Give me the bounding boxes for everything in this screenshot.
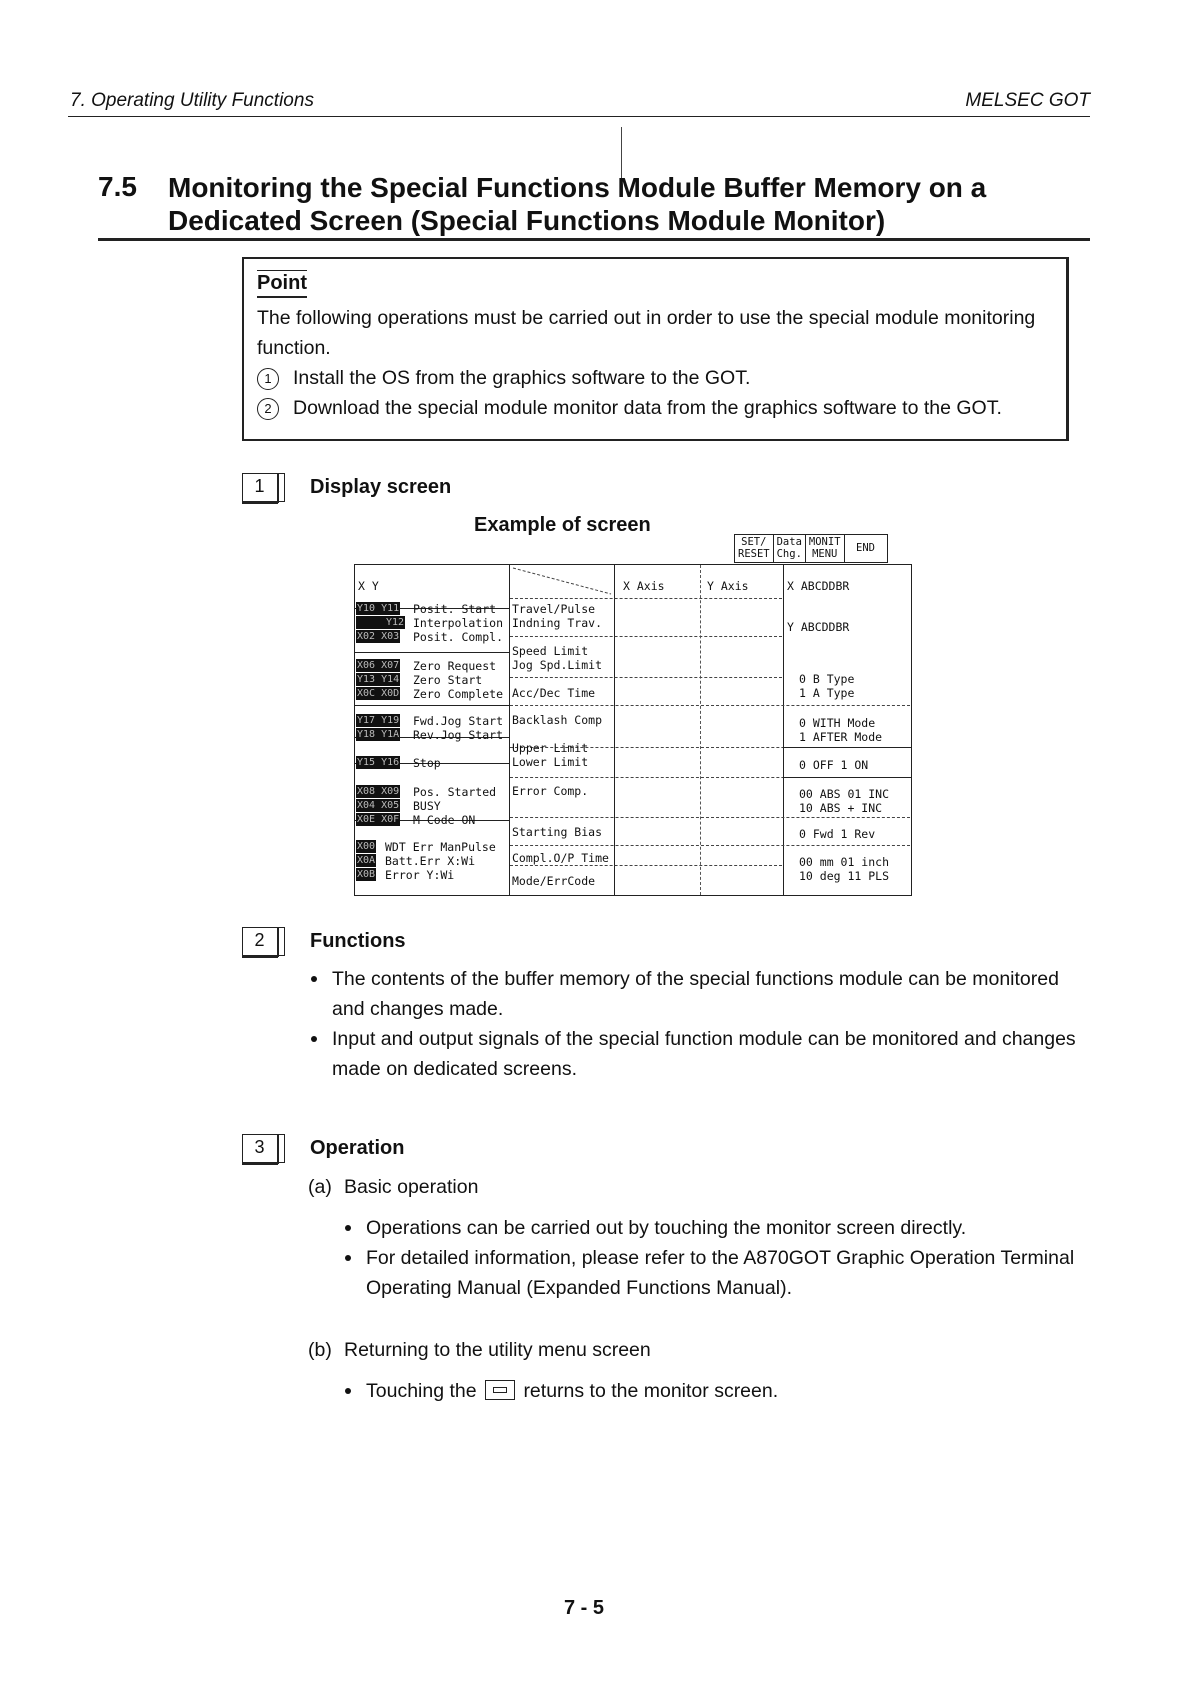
set-reset-button[interactable]: SET/ RESET <box>735 535 774 562</box>
signal-tag: X08 X09 <box>357 786 400 797</box>
signal-tag: Y12 <box>356 616 405 629</box>
point-title-overline <box>257 270 307 271</box>
param-label: Lower Limit <box>512 755 589 769</box>
param-label: Speed Limit <box>512 644 589 658</box>
signal-label: Fwd.Jog Start <box>413 714 504 728</box>
point-text: The following operations must be carried out in order to use the special module monitoring function. <box>257 307 1036 359</box>
option-text: 0 OFF 1 ON <box>799 758 869 772</box>
section-number: 7.5 <box>98 171 137 202</box>
functions-number: 2 <box>254 930 265 950</box>
list-item: For detailed information, please refer to the A870GOT Graphic Operation Terminal Operating Manual (Expanded Functions Manual). <box>342 1243 1078 1303</box>
operation-b-text-after: returns to the monitor screen. <box>523 1380 779 1402</box>
param-label: Jog Spd.Limit <box>512 658 603 672</box>
return-key-icon <box>485 1380 515 1400</box>
y-axis-header: Y Axis <box>707 579 749 593</box>
header-chapter: 7. Operating Utility Functions <box>70 90 314 111</box>
circled-number-2: 2 <box>257 398 279 420</box>
list-item: The contents of the buffer memory of the special functions module can be monitored and changes made. <box>308 964 1078 1024</box>
page-number: 7 - 5 <box>564 1597 605 1619</box>
signal-tag: X04 X05 <box>357 800 400 811</box>
list-item: Input and output signals of the special function module can be monitored and changes made on dedicated screens. <box>308 1024 1078 1084</box>
option-text: 0 Fwd 1 Rev <box>799 827 876 841</box>
data-change-button[interactable]: Data Chg. <box>774 535 806 562</box>
x-axis-header: X Axis <box>623 579 665 593</box>
point-title-underline <box>257 296 307 298</box>
signal-label: Interpolation <box>413 616 504 630</box>
point-item-1 <box>257 363 1057 393</box>
end-button[interactable]: END <box>856 542 875 554</box>
param-label: Acc/Dec Time <box>512 686 596 700</box>
signal-tag: Y18 Y1A <box>357 729 400 740</box>
option-text: 00 ABS 01 INC <box>799 787 890 801</box>
y-bit-row: Y ABCDDBR <box>787 620 850 634</box>
section-rule <box>98 238 1090 241</box>
signal-tag: X0A <box>357 855 376 866</box>
signal-label: Zero Request <box>413 659 497 673</box>
col-xy-header: X Y <box>358 579 379 593</box>
section-title-line1: Monitoring the Special Functions Module Buffer Memory on a <box>168 172 987 203</box>
signal-tag: Y17 Y19 <box>357 715 400 726</box>
operation-number-box <box>242 1134 285 1163</box>
operation-b-list <box>342 1376 1078 1406</box>
param-label: Backlash Comp <box>512 713 603 727</box>
signal-label: M Code ON <box>413 813 476 827</box>
header-product: MELSEC GOT <box>965 90 1090 111</box>
operation-b-label: (b) <box>308 1339 332 1361</box>
signal-tag: X02 X03 <box>357 631 400 642</box>
param-label: Indning Trav. <box>512 616 603 630</box>
display-number-box <box>242 473 285 502</box>
operation-number: 3 <box>254 1137 265 1157</box>
screen-button-bar <box>734 534 888 563</box>
header-diagonal <box>511 566 613 596</box>
x-bit-row: X ABCDDBR <box>787 579 850 593</box>
option-text: 1 AFTER Mode <box>799 730 883 744</box>
option-text: 0 B Type <box>799 672 855 686</box>
signal-label: Stop <box>413 756 441 770</box>
param-label: Error Comp. <box>512 784 589 798</box>
header-rule <box>68 116 1090 117</box>
param-label: Compl.O/P Time <box>512 851 609 865</box>
section-title-line2: Dedicated Screen (Special Functions Module Monitor) <box>168 205 886 236</box>
display-number: 1 <box>254 476 265 496</box>
functions-list <box>308 964 1078 1084</box>
signal-label: Error Y:Wi <box>385 868 455 882</box>
operation-title: Operation <box>310 1137 405 1159</box>
operation-a-label: (a) <box>308 1176 332 1198</box>
point-item-2 <box>257 393 1057 423</box>
param-label: Travel/Pulse <box>512 602 596 616</box>
operation-b-title: Returning to the utility menu screen <box>344 1339 651 1361</box>
operation-a-list <box>342 1213 1078 1303</box>
param-label: Mode/ErrCode <box>512 874 596 888</box>
list-item: Operations can be carried out by touching the monitor screen directly. <box>342 1213 1078 1243</box>
signal-label: WDT Err ManPulse <box>385 840 496 854</box>
signal-label: Posit. Compl. <box>413 630 504 644</box>
signal-label: Batt.Err X:Wi <box>385 854 476 868</box>
signal-tag: X0E X0F <box>357 814 400 825</box>
functions-number-box <box>242 927 285 956</box>
screen-caption: Example of screen <box>474 514 651 536</box>
operation-b-text-before: Touching the <box>366 1380 477 1402</box>
signal-label: Posit. Start <box>413 602 497 616</box>
monitor-menu-button[interactable]: MONIT MENU <box>806 535 845 562</box>
signal-tag: Y15 Y16 <box>357 757 400 768</box>
option-text: 1 A Type <box>799 686 855 700</box>
signal-label: Zero Complete <box>413 687 504 701</box>
list-item <box>342 1376 1078 1406</box>
operation-a-title: Basic operation <box>344 1176 479 1198</box>
point-item-2-text: Download the special module monitor data from the graphics software to the GOT. <box>293 397 1002 419</box>
display-title: Display screen <box>310 476 452 498</box>
signal-tag: Y10 Y11 <box>357 603 400 614</box>
signal-label: Pos. Started <box>413 785 497 799</box>
signal-label: Zero Start <box>413 673 483 687</box>
point-item-1-text: Install the OS from the graphics software to the GOT. <box>293 367 751 389</box>
option-text: 10 deg 11 PLS <box>799 869 890 883</box>
signal-label: BUSY <box>413 799 441 813</box>
section-title <box>168 171 1068 237</box>
option-text: 00 mm 01 inch <box>799 855 890 869</box>
signal-label: Rev.Jog Start <box>413 728 504 742</box>
point-body <box>257 303 1057 423</box>
signal-tag: X0B <box>357 869 376 880</box>
module-monitor-screen <box>354 564 912 896</box>
signal-tag: X06 X07 <box>357 660 400 671</box>
option-text: 0 WITH Mode <box>799 716 876 730</box>
signal-tag: Y13 Y14 <box>357 674 400 685</box>
param-label: Upper Limit <box>512 741 589 755</box>
circled-number-1: 1 <box>257 368 279 390</box>
option-text: 10 ABS + INC <box>799 801 883 815</box>
signal-tag: X0C X0D <box>357 688 400 699</box>
param-label: Starting Bias <box>512 825 603 839</box>
signal-tag: X00 <box>357 841 376 852</box>
functions-title: Functions <box>310 930 406 952</box>
point-title: Point <box>257 272 307 294</box>
